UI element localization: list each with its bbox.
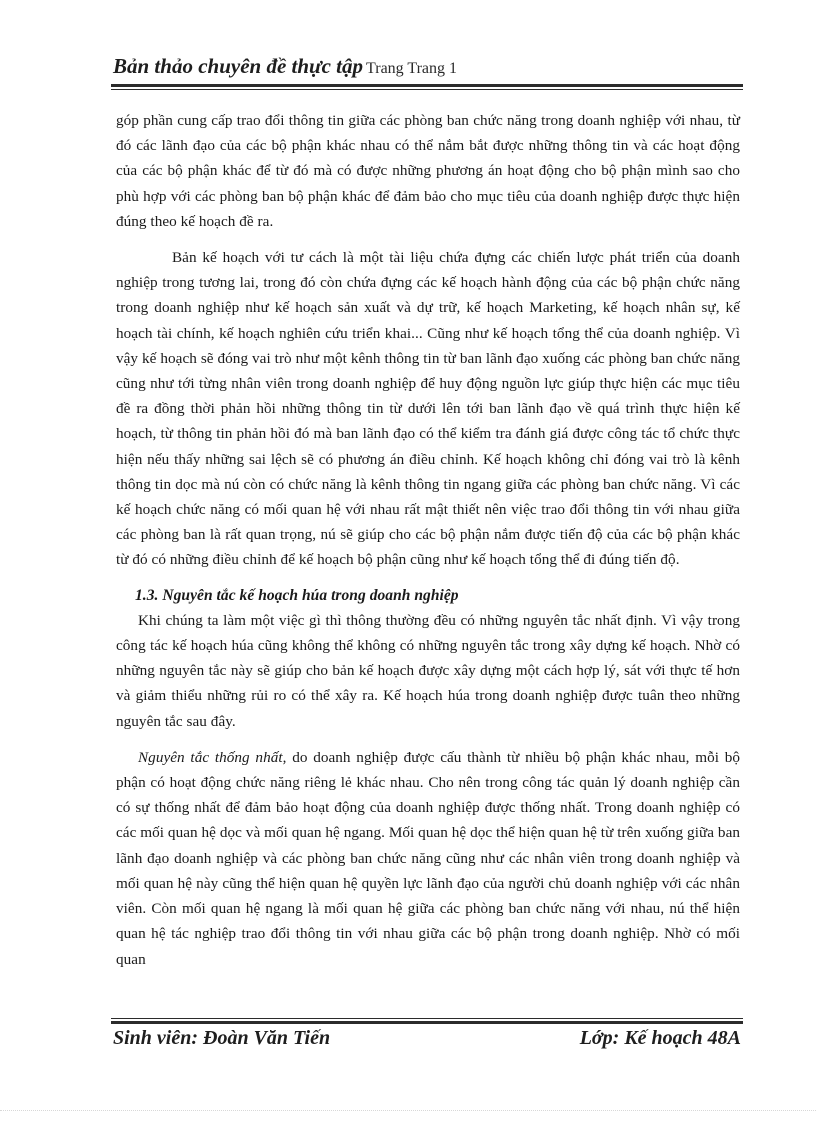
footer-student: Sinh viên: Đoàn Văn Tiến <box>113 1027 331 1049</box>
section-heading: 1.3. Nguyên tắc kế hoạch húa trong doanh nghiệp <box>135 586 459 604</box>
header-rule-thin <box>111 89 743 90</box>
page-header <box>113 54 743 84</box>
paragraph-3: Khi chúng ta làm một việc gì thì thông thường đều có những nguyên tắc nhất định. Vì vậy trong công tác kế hoạch húa cũng không thể không có những nguyên tắc trong xây dựng kế hoạch. Nhờ có những nguyên tắc này sẽ giúp cho bản kế hoạch được xây dựng một cách hợp lý, sát với thực tế hơn và giảm thiểu những rủi ro có thể xây ra. Kế hoạch húa trong doanh nghiệp được tuân theo những nguyên tắc sau đây. <box>116 611 740 730</box>
paragraph-4 <box>116 745 740 972</box>
header-title: Bản thảo chuyên đề thực tập <box>113 54 364 78</box>
document-body <box>116 108 740 972</box>
footer-rule-thin <box>111 1018 743 1019</box>
footer-class: Lớp: Kế hoạch 48A <box>579 1027 741 1049</box>
paragraph-1: góp phần cung cấp trao đổi thông tin giữa các phòng ban chức năng trong doanh nghiệp với nhau, từ đó các lãnh đạo của các bộ phận khác nhau có thể nắm bắt được những thông tin và các hoạt động của các bộ phận khác để từ đó mà có được những phương án hoạt động cho bộ phận mình sao cho phù hợp với các phòng ban bộ phận khác để đảm bảo cho mục tiêu của doanh nghiệp được thực hiện đúng theo kế hoạch đề ra. <box>116 112 740 230</box>
principle-term: Nguyên tắc thống nhất <box>138 748 283 766</box>
header-rule-thick <box>111 84 743 87</box>
page-boundary <box>0 1110 816 1111</box>
paragraph-2: Bản kế hoạch với tư cách là một tài liệu chứa đựng các chiến lược phát triển của doanh nghiệp trong tương lai, trong đó còn chứa đựng các kế hoạch hành động của các bộ phận chức năng trong doanh nghiệp như kế hoạch sản xuất và dự trữ, kế hoạch Marketing, kế hoạch nhân sự, kế hoạch tài chính, kế hoạch nghiên cứu triển khai... Cũng như kế hoạch tổng thể của doanh nghiệp. Vì vậy kế hoạch sẽ đóng vai trò như một kênh thông tin từ ban lãnh đạo xuống các phòng ban chức năng cũng như tới từng nhân viên trong doanh nghiệp để huy động nguồn lực giúp thực hiện các mục tiêu đề ra đồng thời phản hồi những thông tin từ dưới lên tới ban lãnh đạo về quá trình thực hiện kế hoạch, từ thông tin phản hồi đó mà ban lãnh đạo có thể kiểm tra đánh giá được công tác tổ chức thực hiện nếu thấy những sai lệch sẽ có phương án điều chỉnh. Kế hoạch không chỉ đóng vai trò là kênh thông tin dọc mà nú còn có chức năng là kênh thông tin ngang giữa các phòng ban chức năng. Vì các kế hoạch chức năng có mối quan hệ với nhau rất mật thiết nên việc trao đổi thông tin với nhau giữa các phòng ban là rất quan trọng, nú sẽ giúp cho các bộ phận nắm được tiến độ của các bộ phận khác từ đó có những điều chỉnh để kế hoạch bộ phận cũng như kế hoạch tổng thể đi đúng tiến độ. <box>116 249 740 569</box>
header-page-label: Trang Trang 1 <box>366 60 458 77</box>
footer-rule-thick <box>111 1021 743 1024</box>
page-footer <box>113 1027 741 1050</box>
paragraph-4-text: , do doanh nghiệp được cấu thành từ nhiều bộ phận khác nhau, mỗi bộ phận có hoạt động chức năng riêng lẻ khác nhau. Cho nên trong công tác quản lý doanh nghiệp cần có sự thống nhất để đảm bảo hoạt động của doanh nghiệp được thống nhất. Trong doanh nghiệp có các mối quan hệ dọc và mối quan hệ ngang. Mối quan hệ dọc thể hiện quan hệ từ trên xuống giữa ban lãnh đạo doanh nghiệp và các phòng ban chức năng cũng như các nhân viên trong doanh nghiệp và mối quan hệ này cũng thể hiện quan hệ quyền lực lãnh đạo của người chủ doanh nghiệp với các nhân viên. Còn mối quan hệ ngang là mối quan hệ giữa các phòng ban chức năng với nhau, nú thể hiện quan hệ tác nghiệp trao đổi thông tin với nhau giữa các bộ phận trong doanh nghiệp. Nhờ có mối quan <box>116 748 741 968</box>
